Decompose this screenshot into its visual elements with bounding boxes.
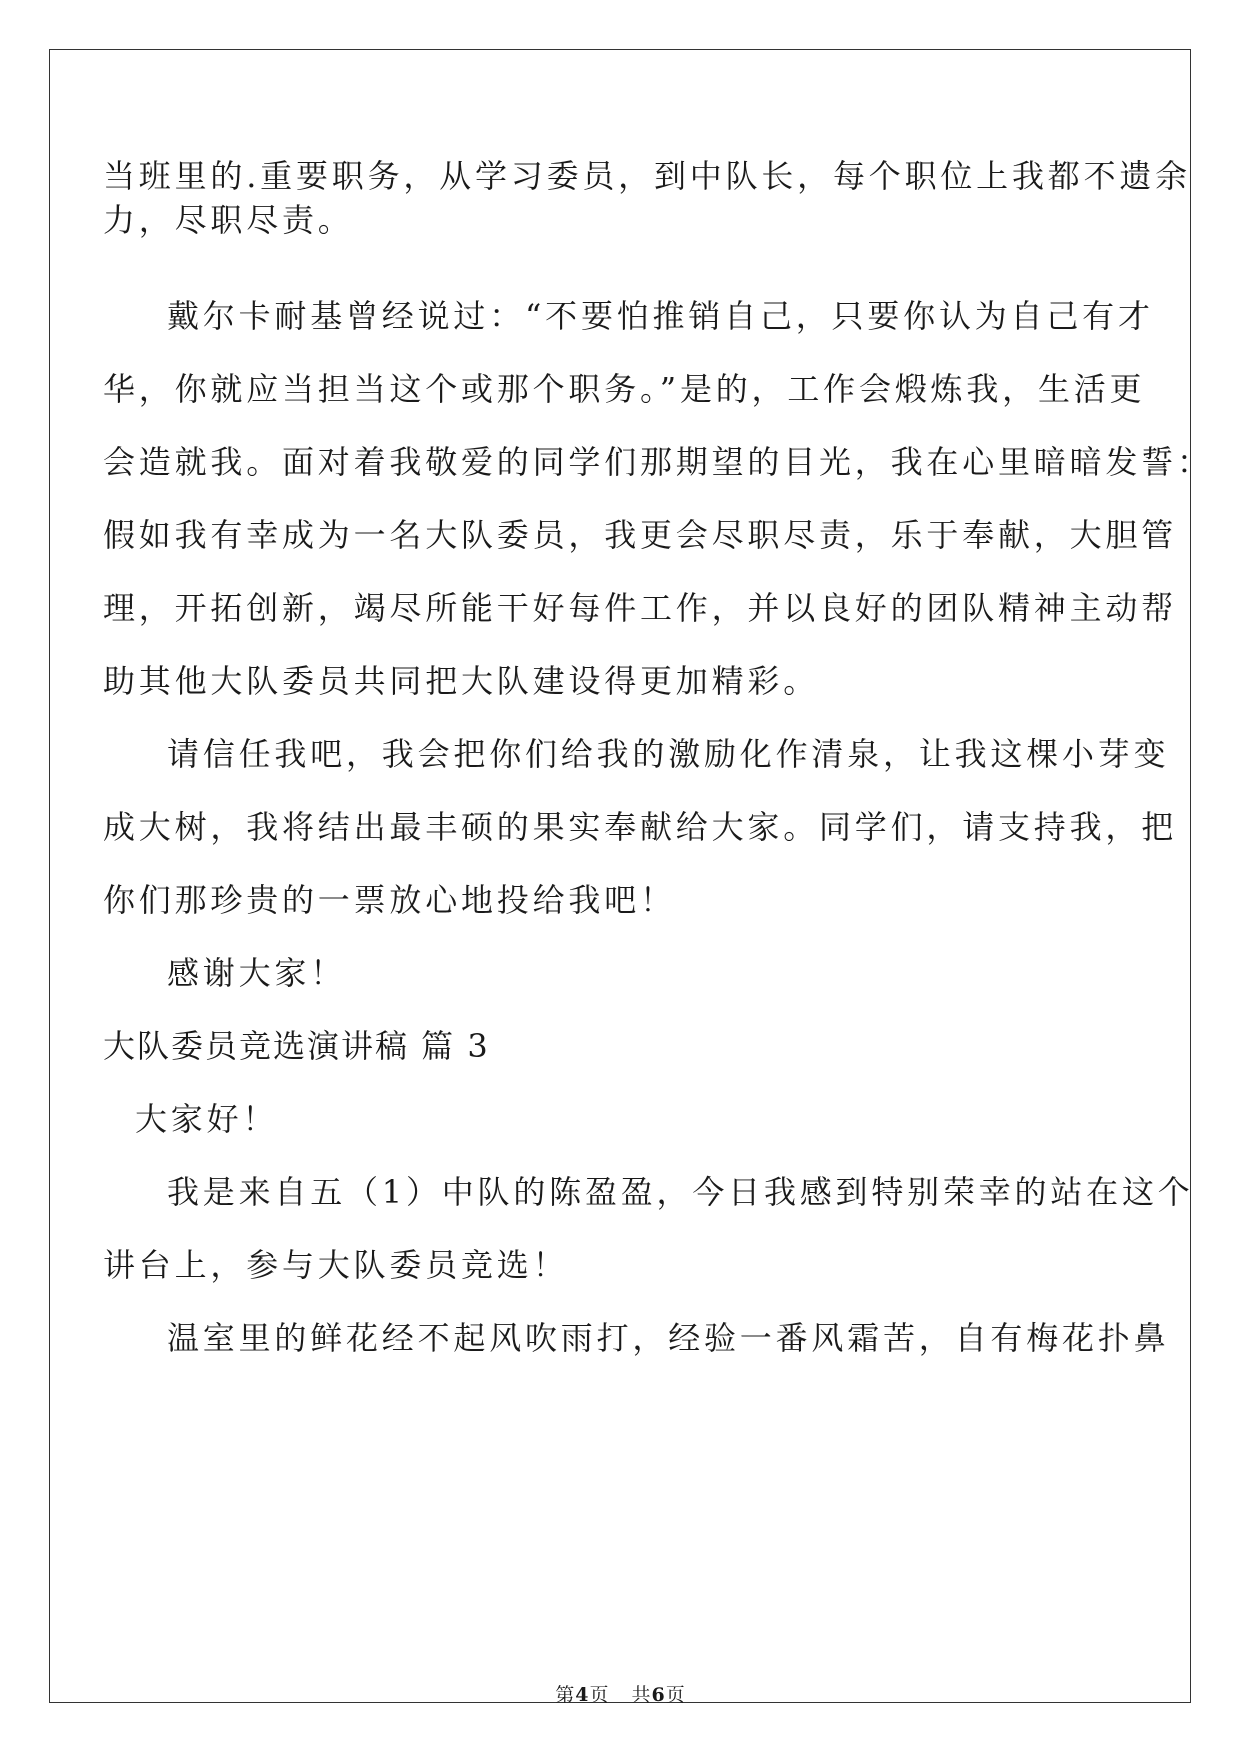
text-line: 助其他大队委员共同把大队建设得更加精彩。 bbox=[103, 662, 820, 700]
page-word: 页 bbox=[589, 1684, 610, 1706]
paragraph-start: 温室里的鲜花经不起风吹雨打，经验一番风霜苦，自有梅花扑鼻 bbox=[167, 1319, 1170, 1357]
paragraph-start: 戴尔卡耐基曾经说过：“不要怕推销自己，只要你认为自己有才 bbox=[167, 297, 1154, 335]
text-line: 华，你就应当担当这个或那个职务。”是的，工作会煅炼我，生活更 bbox=[103, 370, 1146, 408]
text-line: 假如我有幸成为一名大队委员，我更会尽职尽责，乐于奉献，大胆管 bbox=[103, 516, 1178, 554]
text-line: 当班里的.重要职务，从学习委员，到中队长，每个职位上我都不遗余 bbox=[103, 157, 1191, 195]
paragraph-start: 我是来自五（1）中队的陈盈盈，今日我感到特别荣幸的站在这个 bbox=[167, 1173, 1194, 1211]
total-prefix: 共 bbox=[631, 1684, 652, 1706]
total-word: 页 bbox=[665, 1684, 686, 1706]
text-line: 会造就我。面对着我敬爱的同学们那期望的目光，我在心里暗暗发誓： bbox=[103, 443, 1213, 481]
text-line: 力，尽职尽责。 bbox=[103, 201, 354, 239]
page-footer bbox=[0, 1683, 1241, 1707]
paragraph-start: 请信任我吧，我会把你们给我的激励化作清泉，让我这棵小芽变 bbox=[167, 735, 1170, 773]
text-line: 理，开拓创新，竭尽所能干好每件工作，并以良好的团队精神主动帮 bbox=[103, 589, 1178, 627]
text-line: 讲台上，参与大队委员竞选！ bbox=[103, 1246, 569, 1284]
current-page-number: 4 bbox=[575, 1684, 590, 1706]
closing-line: 感谢大家！ bbox=[167, 954, 347, 992]
page-prefix: 第 bbox=[555, 1684, 576, 1706]
text-line: 成大树，我将结出最丰硕的果实奉献给大家。同学们，请支持我，把 bbox=[103, 808, 1178, 846]
section-heading: 大队委员竞选演讲稿 篇 3 bbox=[103, 1027, 490, 1065]
total-page-number: 6 bbox=[651, 1684, 666, 1706]
text-line: 你们那珍贵的一票放心地投给我吧！ bbox=[103, 881, 676, 919]
greeting-line: 大家好！ bbox=[135, 1100, 279, 1138]
